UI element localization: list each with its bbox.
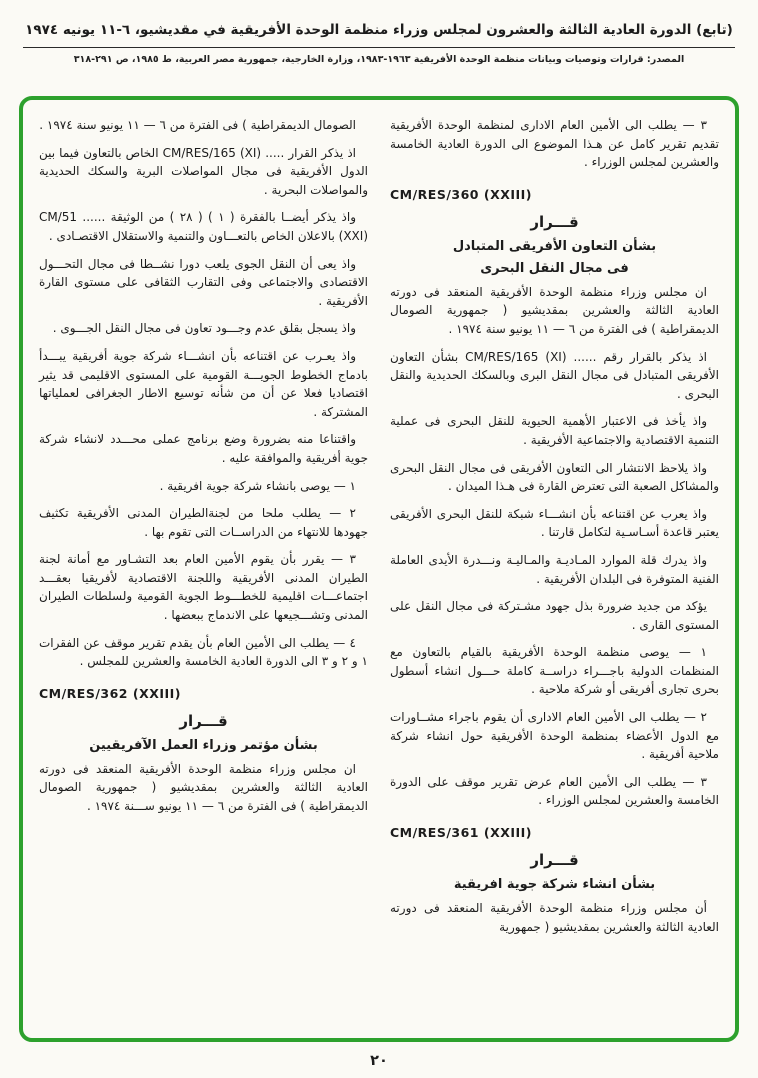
paragraph: ٣ — يطلب الى الأمين العام عرض تقرير موقف على الدورة الخامسة والعشرين لمجلس الوزراء .	[390, 774, 719, 808]
resolution-subject: فى مجال النقل البحرى	[480, 260, 629, 276]
paragraph: واذ يعرب عن اقتناعه بأن انشـــاء شبكة للنقل البحرى الأفريقى يعتبر قاعدة أسـاسـية لتكامل قارتنا .	[390, 506, 719, 540]
paragraph: اذ يذكر بالقرار رقم ...... CM/RES/165 (XI) بشأن التعاون الأفريقى المتبادل فى مجال النقل البرى وبالسكك الحديدية والنقل البحرى .	[390, 349, 719, 401]
paragraph: ٤ — يطلب الى الأمين العام بأن يقدم تقرير موقف عن الفقرات ١ و ٢ و ٣ الى الدورة العادية الخامسة والعشرين للمجلس .	[39, 635, 368, 669]
resolution-number: CM/RES/362 (XXIII)	[39, 685, 182, 701]
paragraph: ان مجلس وزراء منظمة الوحدة الأفريقية المنعقد فى دورته العادية الثالثة والعشرين بمقديشيو ( جمهورية الصومال الديمقراطية ) فى الفترة من ٦ — ١١ يونيو ســـنة ١٩٧٤ .	[39, 761, 368, 814]
paragraph: ان مجلس وزراء منظمة الوحدة الأفريقية المنعقد فى دورته العادية الثالثة والعشرين بمقديشيو ( جمهورية الصومال الديمقراطية ) فى الفترة من ٦ — ١١ يونيو سنة ١٩٧٤ .	[390, 284, 719, 336]
paragraph: ٣ — يطلب الى الأمين العام الادارى لمنظمة الوحدة الأفريقية تقديم تقرير كامل عن هـذا الموضوع الى الدورة العادية الخامسة والعشرين لمجلس الوزراء .	[390, 118, 719, 170]
paragraph: ١ — يوصى بانشاء شركة جوية افريقية .	[159, 478, 356, 493]
header-divider	[23, 47, 735, 48]
paragraph: ٢ — يطلب ملحا من لجنةالطيران المدنى الأفريقية تكثيف جهودها للانتهاء من الدراســات التى تقوم بها .	[39, 506, 368, 539]
paragraph: واذ يدرك قلة الموارد المـاديـة والمـاليـة ونـــدرة الأيدى العاملة الفنية المتوفرة فى البلدان الأفريقية .	[390, 552, 719, 586]
resolution-title: قـــرار	[179, 711, 228, 730]
header-title: (تابع) الدورة العادية الثالثة والعشرون لمجلس وزراء منظمة الوحدة الأفريقية في مقديشيو، ٦-١١ يونيه ١٩٧٤	[25, 22, 733, 38]
resolution-subject: بشأن انشاء شركة جوية افريقية	[453, 877, 656, 893]
resolution-subject: بشأن مؤتمر وزراء العمل الآفريقيين	[89, 737, 318, 753]
paragraph: واذ يعـرب عن اقتناعه بأن انشـــاء شركة جوية أفريقية يبـــدأ بادماج الخطوط الجويـــة القومية على المستوى الاقليمى قد يثير اقتصاديا فعلا عن أن من شأنه توسيع الاطار الجغرافى لعملياتها المشتركة .	[39, 348, 368, 419]
paragraph: يؤكد من جديد ضرورة بذل جهود مشـتركة فى مجال النقل على المستوى القارى .	[390, 599, 719, 632]
paragraph: ١ — يوصى منظمة الوحدة الأفريقية بالقيام بالتعاون مع المنظمات الدولية باجـــراء دراســة كاملة حـــول انشاء أسطول بحرى تجارى أفريقى أو شركة ملاحية .	[390, 645, 719, 697]
paragraph: واذ يأخذ فى الاعتبار الأهمية الحيوية للنقل البحرى فى عملية التنمية الاقتصادية والاجتماعية الأفريقية .	[390, 414, 719, 447]
two-column-layout	[39, 116, 719, 1028]
paragraph: واذ يعى أن النقل الجوى يلعب دورا نشــطا فى مجال التحـــول الاقتصادى والاجتماعى وفى التقارب الثقافى على مستوى القارة الأفريقية .	[39, 256, 368, 308]
paragraph: واذ يذكر أيضــا بالفقرة ( ١ ) ( ٢٨ ) من الوثيقة ...... CM/51 (XXI) بالاعلان الخاص بالتعـــاون والتنمية والاستقلال الاقتصـادى .	[39, 210, 368, 243]
paragraph: الصومال الديمقراطية ) فى الفترة من ٦ — ١١ يونيو سنة ١٩٧٤ .	[39, 118, 356, 132]
resolution-title: قـــرار	[530, 212, 579, 231]
paragraph: أن مجلس وزراء منظمة الوحدة الأفريقية المنعقد فى دورته العادية الثالثة والعشرين بمقديشيو ( جمهورية	[390, 901, 719, 934]
content-frame	[19, 96, 739, 1042]
paragraph: واذ يسجل بقلق عدم وجـــود تعاون فى مجال النقل الجـــوى .	[52, 321, 356, 336]
column-right	[390, 116, 719, 1028]
column-left	[39, 116, 368, 1028]
paragraph: اذ يذكر القرار ..... CM/RES/165 (XI) الخاص بالتعاون فيما بين الدول الأفريقية فى مجال المواصلات البرية والسكك الحديدية والمواصلات البحرية .	[39, 145, 368, 197]
page-number: ٢٠	[370, 1053, 388, 1069]
document-header	[0, 0, 758, 65]
resolution-subject: بشأن التعاون الأفريقى المتبادل	[452, 238, 657, 254]
paragraph: ٣ — يقرر بأن يقوم الأمين العام بعد التشـاور مع أمانة لجنة الطيران المدنى الأفريقية واللجنة الاقتصادية لأفريقيا بعقـــد اجتماعـــات اقليمية للخطـــوط الجوية القومية ولسلطات الطيران المدنى وتشـــجيعها على الاندماج ببعضها .	[39, 552, 368, 623]
header-source: المصدر: قرارات وتوصيات وبيانات منظمة الوحدة الأفريقية ١٩٦٣-١٩٨٣، وزارة الخارجية، جمهورية مصر العربية، ط ١٩٨٥، ص ٢٩١-٣١٨	[73, 54, 685, 65]
paragraph: واقتناعا منه بضرورة وضع برنامج عملى محـــدد لانشاء شركة جوية أفريقية والموافقة عليه .	[39, 432, 368, 465]
resolution-number: CM/RES/361 (XXIII)	[390, 825, 533, 841]
resolution-title: قـــرار	[530, 851, 579, 870]
paragraph: ٢ — يطلب الى الأمين العام الادارى أن يقوم باجراء مشــاورات مع الدول الأعضاء بمنظمة الوحدة الأفريقية حول انشاء شركة ملاحية أفريقية .	[390, 710, 719, 762]
resolution-number: CM/RES/360 (XXIII)	[390, 186, 533, 202]
paragraph: واذ يلاحظ الانتشار الى التعاون الأفريقى فى مجال النقل البحرى والمشاكل الصعبة التى تعترض القارة فى هـذا الميدان .	[390, 460, 719, 494]
